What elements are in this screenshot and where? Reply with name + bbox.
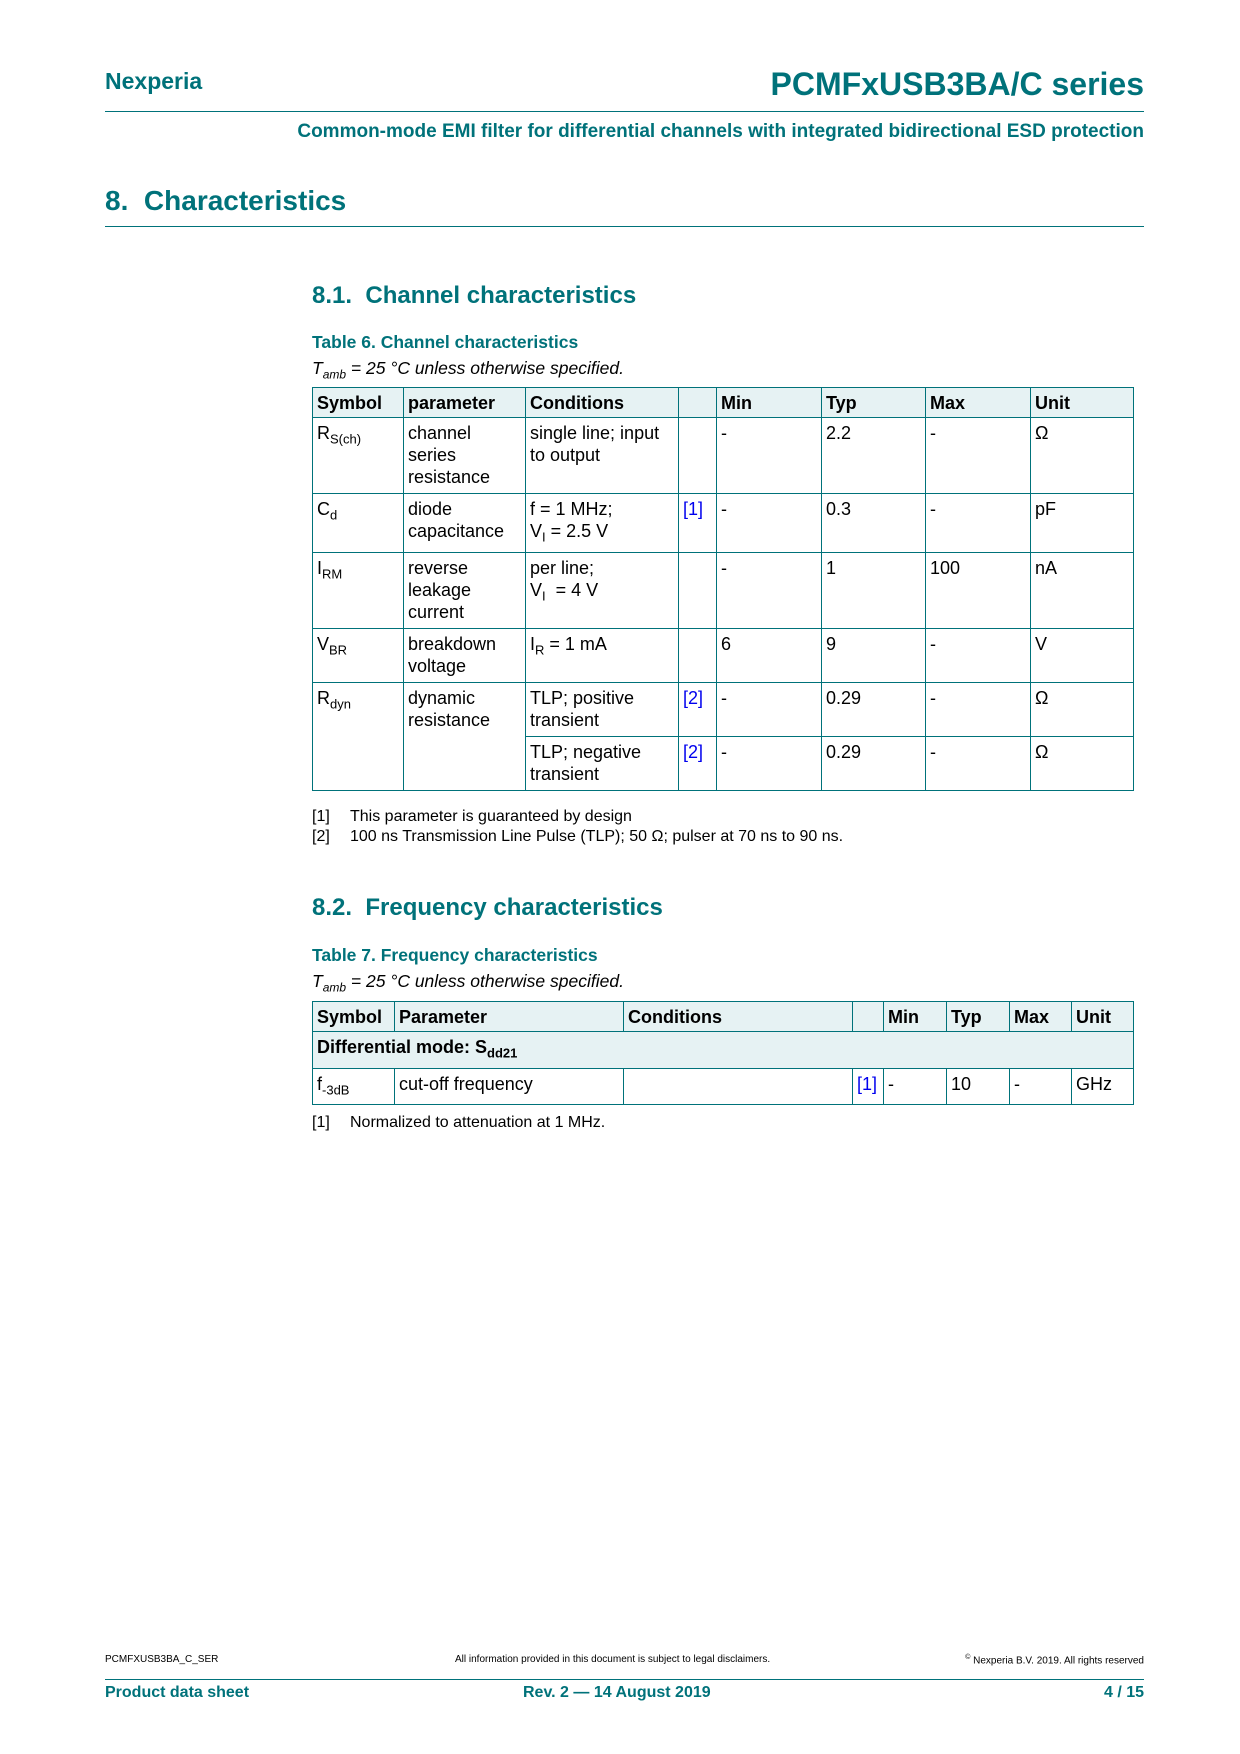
unit-cell: Ω	[1031, 736, 1134, 790]
col-header: Symbol	[313, 388, 404, 418]
table-caption: Table 6. Channel characteristics	[312, 332, 579, 352]
max-cell: -	[926, 494, 1031, 553]
max-cell: 100	[926, 552, 1031, 628]
col-header: Max	[1010, 1002, 1072, 1032]
typ-cell: 0.29	[822, 736, 926, 790]
footnote-number: [1]	[312, 808, 330, 825]
min-cell: -	[717, 552, 822, 628]
footnote-ref-link[interactable]: [2]	[679, 736, 717, 790]
min-cell: -	[717, 418, 822, 494]
col-header	[679, 388, 717, 418]
table-condition-note	[312, 358, 624, 382]
parameter-cell: cut-off frequency	[395, 1068, 624, 1105]
parameter-cell: diode capacitance	[404, 494, 526, 553]
col-header: Unit	[1031, 388, 1134, 418]
conditions-cell: f = 1 MHz; $V_I = 2.5$ V	[526, 494, 679, 553]
typ-cell: 1	[822, 552, 926, 628]
typ-cell: 9	[822, 628, 926, 682]
symbol-cell: $I_{RM}$	[313, 552, 404, 628]
footnote-number: [1]	[312, 1114, 330, 1131]
table-condition-note	[312, 971, 624, 995]
copyright-text: Nexperia B.V. 2019. All rights reserved	[970, 1655, 1144, 1667]
subsection-number: 8.1.	[312, 282, 353, 309]
table-row	[313, 494, 1134, 553]
table-row	[313, 552, 1134, 628]
footnote-text: Normalized to attenuation at 1 MHz.	[350, 1114, 606, 1131]
col-header: Conditions	[526, 388, 679, 418]
footer-divider	[105, 1679, 1144, 1680]
footnote-text: 100 ns Transmission Line Pulse (TLP); 50 Ω; pulser at 70 ns to 90 ns.	[350, 828, 844, 845]
max-cell: -	[926, 736, 1031, 790]
footnote-text: This parameter is guaranteed by design	[350, 808, 632, 825]
col-header: Min	[884, 1002, 947, 1032]
min-cell: -	[717, 736, 822, 790]
col-header: Min	[717, 388, 822, 418]
col-header: Typ	[947, 1002, 1010, 1032]
footnote-number: [2]	[312, 828, 330, 845]
symbol-cell: $V_{BR}$	[313, 628, 404, 682]
unit-cell: Ω	[1031, 418, 1134, 494]
subsection-heading-frequency	[312, 894, 663, 922]
col-header: Symbol	[313, 1002, 395, 1032]
product-title: PCMFxUSB3BA/C series	[770, 66, 1144, 102]
copyright-mark: ©	[965, 1654, 971, 1661]
product-subtitle: Common-mode EMI filter for differential channels with integrated bidirectional ESD protection	[297, 121, 1144, 142]
parameter-cell: channel series resistance	[404, 418, 526, 494]
col-header: parameter	[404, 388, 526, 418]
page-number: 4 / 15	[1103, 1684, 1144, 1701]
note-symbol: T	[312, 971, 323, 991]
revision: Rev. 2 — 14 August 2019	[523, 1684, 711, 1701]
note-text: = 25 °C unless otherwise specified.	[346, 358, 624, 378]
differential-mode-subheader: Differential mode: $S_{dd21}$	[313, 1032, 1134, 1069]
min-cell: -	[717, 682, 822, 736]
typ-cell: 0.29	[822, 682, 926, 736]
unit-cell: pF	[1031, 494, 1134, 553]
table-row	[313, 628, 1134, 682]
ref-cell	[679, 552, 717, 628]
channel-characteristics-table	[312, 387, 1134, 791]
max-cell: -	[1010, 1068, 1072, 1105]
col-header: Typ	[822, 388, 926, 418]
typ-cell: 2.2	[822, 418, 926, 494]
conditions-cell: single line; input to output	[526, 418, 679, 494]
document-type: Product data sheet	[105, 1684, 250, 1701]
footnote	[312, 808, 632, 826]
symbol-cell: $R_{dyn}$	[313, 682, 404, 790]
parameter-cell: breakdown voltage	[404, 628, 526, 682]
ref-cell	[679, 418, 717, 494]
copyright	[965, 1654, 1144, 1666]
symbol-cell: $f_{-3dB}$	[313, 1068, 395, 1105]
table-row	[313, 682, 1134, 736]
footnote-ref-link[interactable]: [2]	[679, 682, 717, 736]
table-subheader-row	[313, 1032, 1134, 1069]
footnote	[312, 828, 843, 846]
legal-disclaimer: All information provided in this document is subject to legal disclaimers.	[455, 1654, 771, 1665]
note-subscript: amb	[322, 980, 347, 995]
footnote	[312, 1114, 605, 1132]
conditions-cell: TLP; positive transient	[526, 682, 679, 736]
col-header	[853, 1002, 884, 1032]
section-heading	[105, 185, 346, 217]
col-header: Max	[926, 388, 1031, 418]
table-header-row	[313, 1002, 1134, 1032]
header-divider	[105, 111, 1144, 112]
unit-cell: Ω	[1031, 682, 1134, 736]
table-header-row	[313, 388, 1134, 418]
footnote-ref-link[interactable]: [1]	[679, 494, 717, 553]
typ-cell: 10	[947, 1068, 1010, 1105]
symbol-cell: $R_{S(ch)}$	[313, 418, 404, 494]
subsection-title: Channel characteristics	[365, 282, 637, 309]
ref-cell	[679, 628, 717, 682]
unit-cell: V	[1031, 628, 1134, 682]
min-cell: -	[884, 1068, 947, 1105]
section-number: 8.	[105, 185, 129, 216]
table-row	[313, 418, 1134, 494]
table-caption: Table 7. Frequency characteristics	[312, 945, 598, 965]
col-header: Unit	[1072, 1002, 1134, 1032]
frequency-characteristics-table	[312, 1001, 1134, 1105]
section-divider	[105, 226, 1144, 227]
note-text: = 25 °C unless otherwise specified.	[346, 971, 624, 991]
max-cell: -	[926, 418, 1031, 494]
note-subscript: amb	[322, 367, 347, 382]
col-header: Parameter	[395, 1002, 624, 1032]
subsection-number: 8.2.	[312, 894, 353, 921]
table-row	[313, 1068, 1134, 1105]
conditions-cell: per line; $V_I = 4$ V	[526, 552, 679, 628]
conditions-cell: TLP; negative transient	[526, 736, 679, 790]
brand-name: Nexperia	[105, 68, 203, 94]
typ-cell: 0.3	[822, 494, 926, 553]
subsection-title: Frequency characteristics	[365, 894, 663, 921]
symbol-cell: $C_d$	[313, 494, 404, 553]
min-cell: 6	[717, 628, 822, 682]
unit-cell: nA	[1031, 552, 1134, 628]
section-title: Characteristics	[143, 185, 347, 216]
col-header: Conditions	[624, 1002, 853, 1032]
conditions-cell	[624, 1068, 853, 1105]
min-cell: -	[717, 494, 822, 553]
footnote-ref-link[interactable]: [1]	[853, 1068, 884, 1105]
parameter-cell: dynamic resistance	[404, 682, 526, 790]
unit-cell: GHz	[1072, 1068, 1134, 1105]
document-id: PCMFXUSB3BA_C_SER	[105, 1654, 219, 1665]
max-cell: -	[926, 682, 1031, 736]
note-symbol: T	[312, 358, 323, 378]
subsection-heading-channel	[312, 282, 636, 310]
max-cell: -	[926, 628, 1031, 682]
conditions-cell: $I_R = 1$ mA	[526, 628, 679, 682]
parameter-cell: reverse leakage current	[404, 552, 526, 628]
